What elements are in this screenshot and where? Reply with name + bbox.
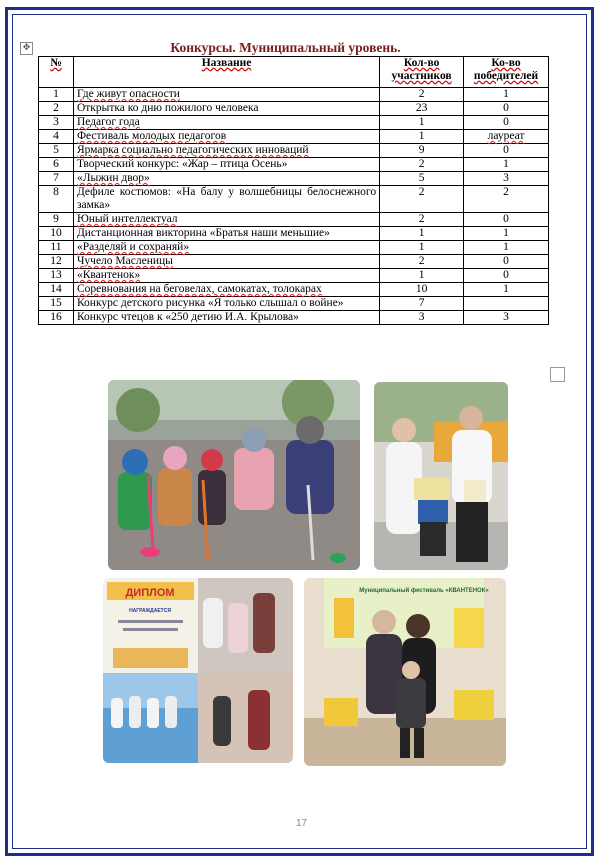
festival-banner: Муниципальный фестиваль «КВАНТЕНОК» [359,588,489,594]
contests-table [38,56,549,325]
header-participants: Кол-во участников [380,57,464,88]
photo-kvantenok-festival [304,578,506,766]
row-num: 16 [39,311,74,325]
diploma-title: ДИПЛОМ [125,587,175,599]
table-row [39,269,549,283]
row-participants: 23 [380,102,464,116]
row-name: Творческий конкурс: «Жар – птица Осень» [76,158,288,170]
row-participants: 2 [380,255,464,269]
row-num: 10 [39,227,74,241]
row-name: «Лыжин двор» [76,172,150,184]
row-participants: 1 [380,269,464,283]
header-winners: Ко-во победителей [464,57,549,88]
row-num: 8 [39,186,74,213]
row-name: Соревнования на беговелах, самокатах, толокарах [76,283,322,295]
table-row [39,158,549,172]
row-winners: лауреат [487,130,525,142]
table-row [39,144,549,158]
row-name: Ярмарка социально педагогических инноваций [76,144,309,156]
row-winners: 1 [464,283,549,297]
row-winners: 0 [464,144,549,158]
table-row [39,255,549,269]
photo-diploma-collage [103,578,293,763]
table-row [39,130,549,144]
table-move-handle-icon[interactable]: ✥ [20,42,33,55]
header-name: Название [73,57,379,88]
photo-kids-on-scooters [108,380,360,570]
row-name: Дистанционная викторина «Братья наши меньшие» [76,227,330,239]
row-winners: 2 [464,186,549,213]
row-num: 1 [39,88,74,102]
table-row [39,116,549,130]
table-row [39,102,549,116]
row-participants: 1 [380,227,464,241]
table-row [39,227,549,241]
table-row [39,88,549,102]
header-num: № [39,57,74,88]
row-participants: 5 [380,172,464,186]
row-winners: 1 [464,88,549,102]
row-num: 7 [39,172,74,186]
row-winners: 0 [464,116,549,130]
row-winners: 0 [464,269,549,283]
row-winners: 1 [464,158,549,172]
row-participants: 1 [380,241,464,255]
page-title [0,40,603,56]
table-row [39,241,549,255]
row-num: 3 [39,116,74,130]
diploma-subtitle: НАГРАЖДАЕТСЯ [129,608,171,614]
row-num: 14 [39,283,74,297]
row-participants: 3 [380,311,464,325]
table-row [39,213,549,227]
table-row [39,283,549,297]
row-name: Дефиле костюмов: «На балу у волшебницы белоснежного замка» [76,186,377,211]
row-name: Юный интеллектуал [76,213,178,225]
row-num: 15 [39,297,74,311]
row-name: Чучело Масленицы [76,255,173,267]
table-row [39,297,549,311]
row-winners: 0 [464,255,549,269]
row-num: 11 [39,241,74,255]
row-participants: 9 [380,144,464,158]
table-row [39,311,549,325]
row-name: «Квантенок» [76,269,141,281]
row-winners: 0 [464,213,549,227]
row-name: Конкурс чтецов к «250 детию И.А. Крылова» [76,311,299,323]
table-header-row [39,57,549,88]
row-winners: 3 [464,311,549,325]
row-num: 4 [39,130,74,144]
row-name: Открытка ко дню пожилого человека [76,102,259,114]
row-name: Где живут опасности [76,88,180,100]
row-participants: 10 [380,283,464,297]
row-participants: 1 [380,130,464,144]
row-num: 2 [39,102,74,116]
row-num: 13 [39,269,74,283]
row-num: 5 [39,144,74,158]
row-num: 9 [39,213,74,227]
row-participants: 1 [380,116,464,130]
row-participants: 2 [380,186,464,213]
row-participants: 2 [380,213,464,227]
row-participants: 2 [380,88,464,102]
row-winners: 1 [464,241,549,255]
page-number: 17 [295,818,308,829]
row-winners: 3 [464,172,549,186]
row-participants: 2 [380,158,464,172]
photo-family-with-certificate [374,382,508,570]
table-resize-handle[interactable] [550,367,565,382]
row-num: 6 [39,158,74,172]
row-winners [464,297,549,311]
row-name: Конкурс детского рисунка «Я только слышал о войне» [76,297,344,309]
row-num: 12 [39,255,74,269]
row-name: «Разделяй и сохраняй» [76,241,190,253]
row-participants: 7 [380,297,464,311]
page-title-text: Конкурсы. Муниципальный уровень. [170,40,401,55]
table-row [39,186,549,213]
row-winners: 1 [464,227,549,241]
row-name: Педагог года [76,116,140,128]
table-row [39,172,549,186]
row-name: Фестиваль молодых педагогов [76,130,227,142]
row-winners: 0 [464,102,549,116]
